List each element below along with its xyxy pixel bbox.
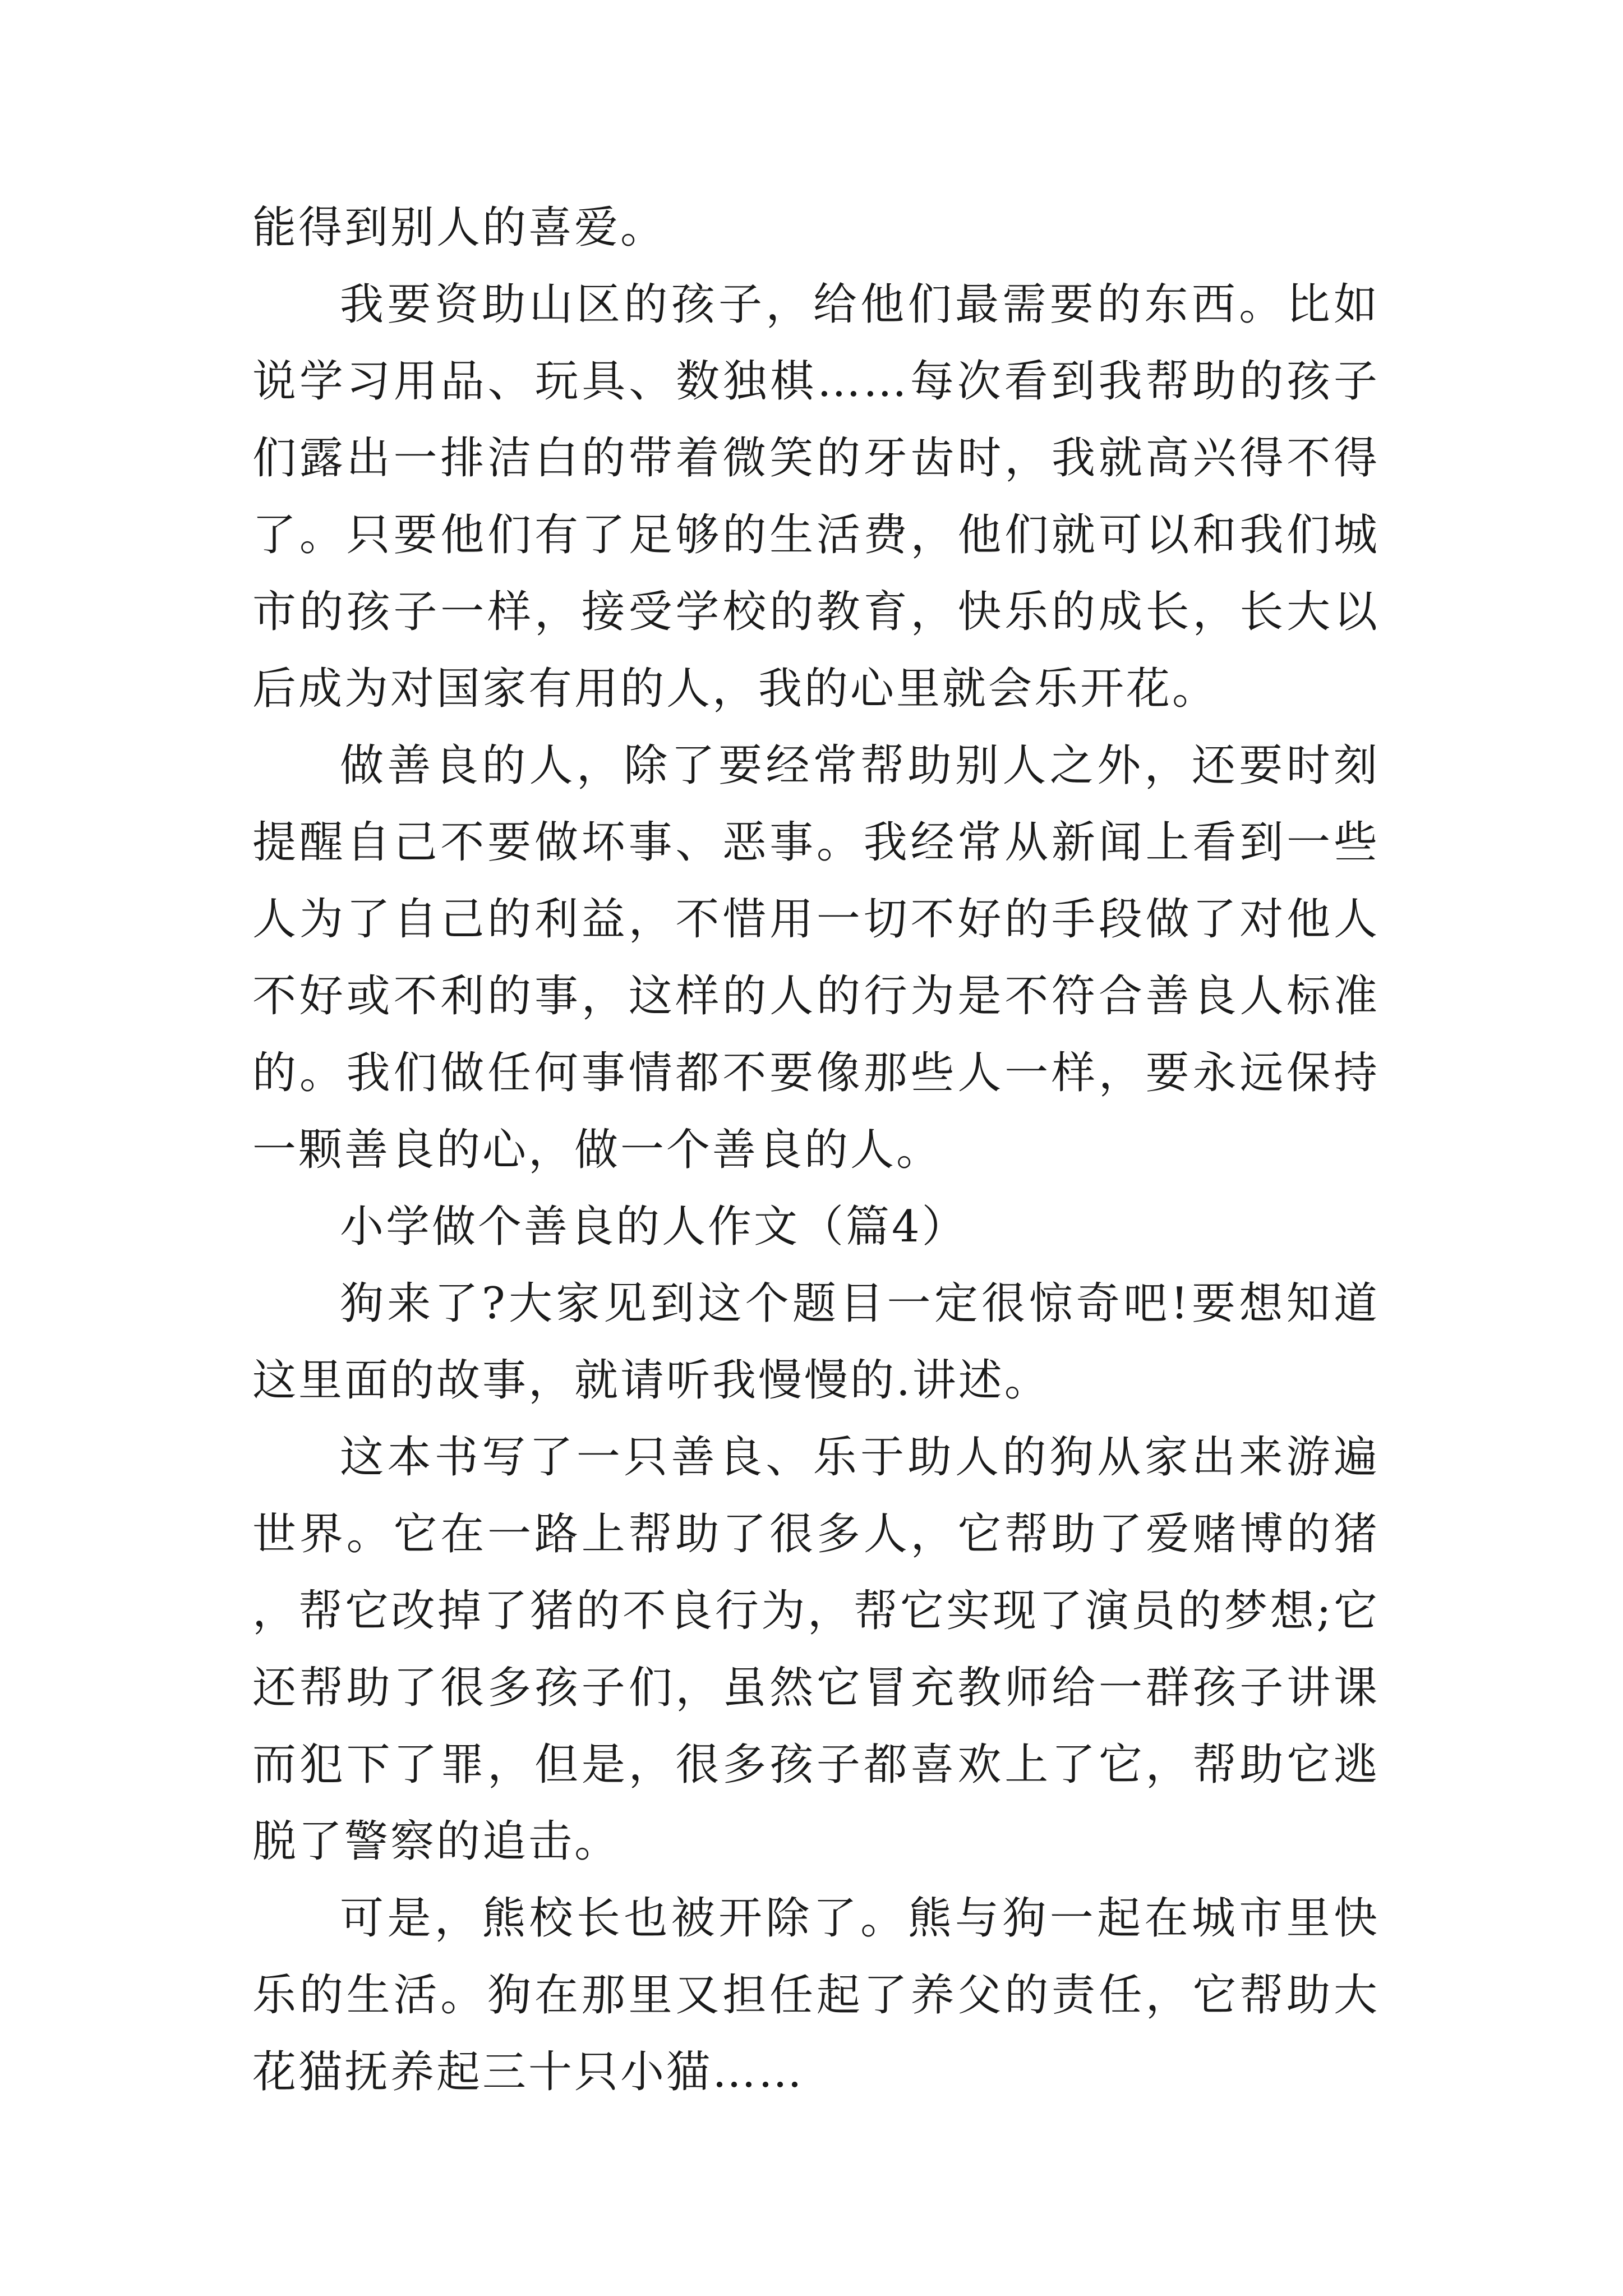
paragraph-be-kind: 做善良的人，除了要经常帮助别人之外，还要时刻提醒自己不要做坏事、恶事。我经常从新闻上看到一些人为了自己的利益，不惜用一切不好的手段做了对他人不好或不利的事，这样的人的行为是不符合善良人标准的。我们做任何事情都不要像那些人一样，要永远保持一颗善良的心，做一个善良的人。 bbox=[252, 740, 1380, 1175]
paragraph-bear-principal: 可是，熊校长也被开除了。熊与狗一起在城市里快乐的生活。狗在那里又担任起了养父的责任，它帮助大花猫抚养起三十只小猫…… bbox=[252, 1893, 1380, 2097]
paragraph-continuation: 能得到别人的喜爱。 bbox=[252, 203, 667, 253]
paragraph-sponsor-children: 我要资助山区的孩子，给他们最需要的东西。比如说学习用品、玩具、数独棋……每次看到我帮助的孩子们露出一排洁白的带着微笑的牙齿时，我就高兴得不得了。只要他们有了足够的生活费，他们就可以和我们城市的孩子一样，接受学校的教育，快乐的成长，长大以后成为对国家有用的人，我的心里就会乐开花。 bbox=[252, 279, 1380, 714]
paragraph-dog-intro: 狗来了?大家见到这个题目一定很惊奇吧!要想知道这里面的故事，就请听我慢慢的.讲述。 bbox=[252, 1278, 1380, 1406]
paragraph-book-summary: 这本书写了一只善良、乐于助人的狗从家出来游遍世界。它在一路上帮助了很多人，它帮助了爱赌博的猪，帮它改掉了猪的不良行为，帮它实现了演员的梦想;它还帮助了很多孩子们，虽然它冒充教师给一群孩子讲课而犯下了罪，但是，很多孩子都喜欢上了它，帮助它逃脱了警察的追击。 bbox=[252, 1432, 1380, 1867]
essay-heading: 小学做个善良的人作文（篇4） bbox=[340, 1202, 968, 1252]
essay-body bbox=[252, 190, 1380, 2111]
